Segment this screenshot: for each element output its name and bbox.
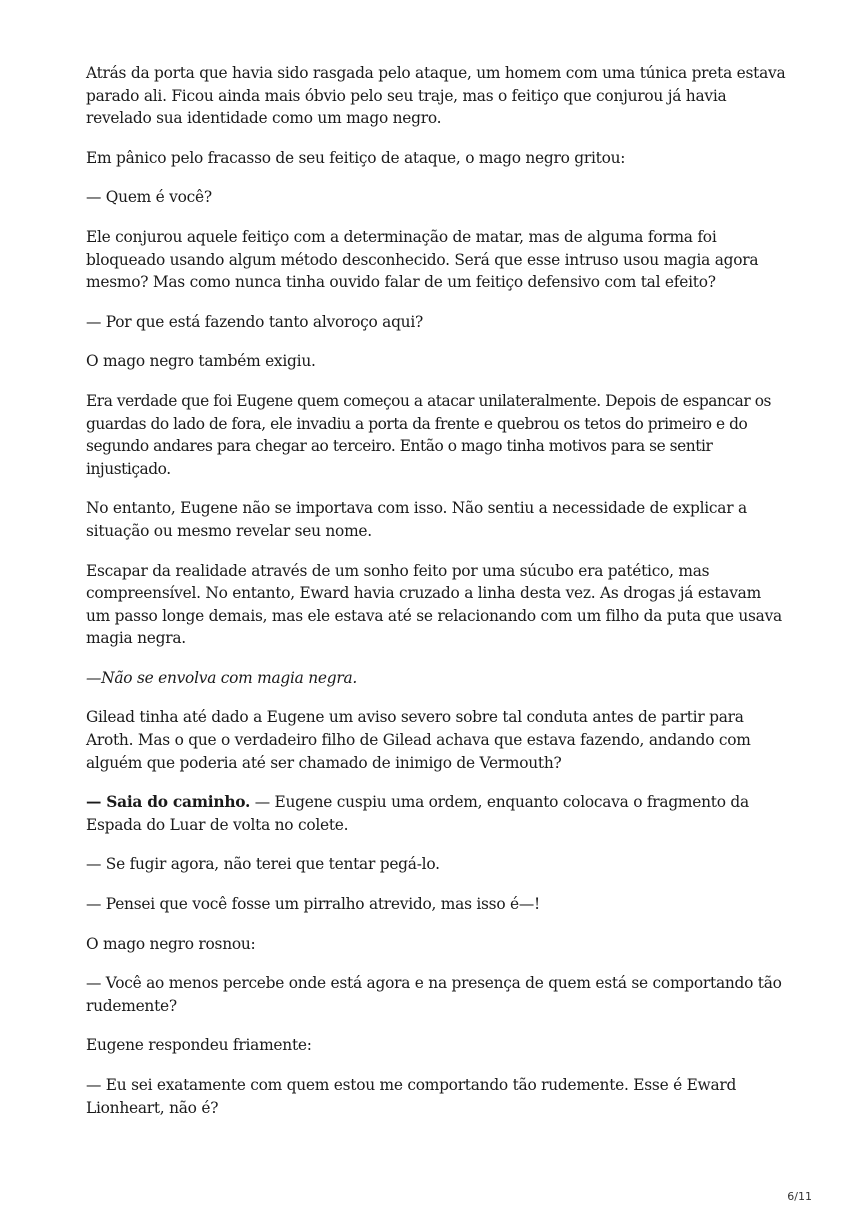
- paragraph: O mago negro rosnou:: [86, 934, 256, 953]
- paragraph: — Por que está fazendo tanto alvoroço aqui?: [86, 312, 424, 331]
- paragraph: — Eu sei exatamente com quem estou me comportando tão rudemente. Esse é Eward Lionheart, não é?: [86, 1076, 737, 1117]
- page-number: 6/11: [787, 1190, 812, 1203]
- paragraph: O mago negro também exigiu.: [86, 352, 316, 371]
- paragraph: No entanto, Eugene não se importava com isso. Não sentiu a necessidade de explicar a situação ou mesmo revelar seu nome.: [86, 499, 747, 540]
- paragraph: Escapar da realidade através de um sonho feito por uma súcubo era patético, mas compreensível. No entanto, Eward havia cruzado a linha desta vez. As drogas já estavam um passo longe demais, mas ele estava até se relacionando com um filho da puta que usava magia negra.: [86, 561, 782, 648]
- italic-quote: —Não se envolva com magia negra.: [86, 668, 358, 687]
- paragraph: Gilead tinha até dado a Eugene um aviso severo sobre tal conduta antes de partir para Aroth. Mas o que o verdadeiro filho de Gilead achava que estava fazendo, andando com alguém que poderia até ser chamado de inimigo de Vermouth?: [86, 708, 751, 772]
- paragraph: Ele conjurou aquele feitiço com a determinação de matar, mas de alguma forma foi bloqueado usando algum método desconhecido. Será que esse intruso usou magia agora mesmo? Mas como nunca tinha ouvido falar de um feitiço defensivo com tal efeito?: [86, 227, 759, 292]
- paragraph: Atrás da porta que havia sido rasgada pelo ataque, um homem com uma túnica preta estava parado ali. Ficou ainda mais óbvio pelo seu traje, mas o feitiço que conjurou já havia revelado sua identidade como um mago negro.: [86, 64, 786, 128]
- paragraph: — Pensei que você fosse um pirralho atrevido, mas isso é—!: [86, 895, 540, 914]
- paragraph: Era verdade que foi Eugene quem começou a atacar unilateralmente. Depois de espancar os guardas do lado de fora, ele invadiu a porta da frente e quebrou os tetos do primeiro e do segundo andares para chegar ao terceiro. Então o mago tinha motivos para se sentir injustiçado.: [86, 391, 771, 478]
- bold-command: — Saia do caminho.: [86, 793, 251, 812]
- document-body: [86, 62, 786, 1136]
- paragraph: Eugene respondeu friamente:: [86, 1036, 312, 1055]
- paragraph-command: [86, 791, 786, 836]
- command-rest: — Eugene cuspiu uma ordem, enquanto colocava o fragmento da Espada do Luar de volta no colete.: [86, 793, 749, 834]
- paragraph: Em pânico pelo fracasso de seu feitiço de ataque, o mago negro gritou:: [86, 148, 626, 167]
- paragraph: — Quem é você?: [86, 188, 212, 207]
- paragraph: — Você ao menos percebe onde está agora e na presença de quem está se comportando tão rudemente?: [86, 974, 782, 1015]
- paragraph: — Se fugir agora, não terei que tentar pegá-lo.: [86, 855, 440, 874]
